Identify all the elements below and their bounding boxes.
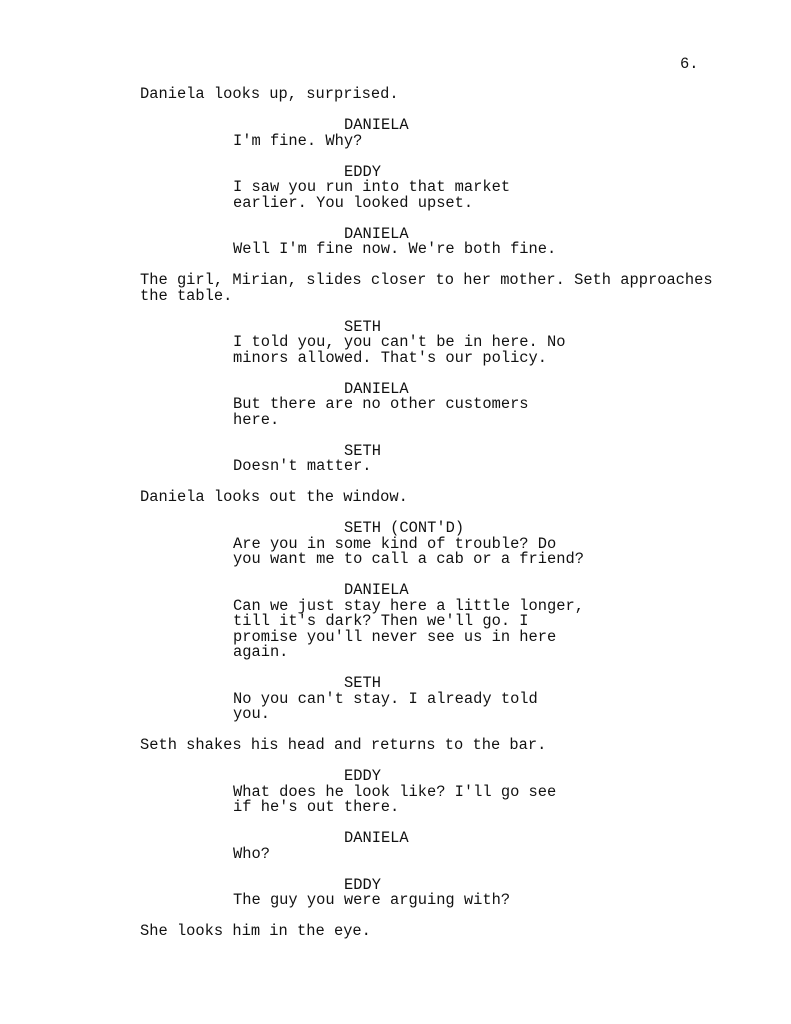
- action-line: Daniela looks out the window.: [140, 488, 408, 506]
- page-number: 6.: [680, 55, 699, 73]
- dialogue-text: Who?: [233, 844, 270, 863]
- character-cue: SETH: [344, 441, 381, 460]
- dialogue-text: Are you in some kind of trouble? Do you want me to call a cab or a friend?: [233, 534, 584, 568]
- character-cue: EDDY: [344, 767, 381, 785]
- dialogue-text: The guy you were arguing with?: [233, 891, 511, 909]
- action-line: Seth shakes his head and returns to the bar.: [140, 736, 547, 754]
- dialogue-text: I saw you run into that market earlier. You looked upset.: [233, 178, 511, 212]
- action-line: The girl, Mirian, slides closer to her mother. Seth approaches the table.: [140, 271, 713, 305]
- screenplay-body: [0, 87, 791, 940]
- character-cue: DANIELA: [344, 829, 409, 847]
- action-line: She looks him in the eye.: [140, 922, 371, 940]
- dialogue-text: Doesn't matter.: [233, 457, 372, 475]
- character-cue: DANIELA: [344, 116, 409, 134]
- dialogue-text: Can we just stay here a little longer, till it's dark? Then we'll go. I promise you'll never see us in here again.: [233, 596, 584, 661]
- character-cue: EDDY: [344, 875, 381, 894]
- dialogue-text: I'm fine. Why?: [233, 131, 363, 150]
- dialogue-text: I told you, you can't be in here. No minors allowed. That's our policy.: [233, 333, 566, 367]
- dialogue-text: But there are no other customers here.: [233, 395, 529, 429]
- character-cue: SETH: [344, 317, 381, 336]
- character-cue: DANIELA: [344, 224, 409, 243]
- dialogue-text: What does he look like? I'll go see if he's out there.: [233, 782, 557, 816]
- character-cue: SETH: [344, 674, 381, 692]
- character-cue: DANIELA: [344, 581, 409, 599]
- dialogue-text: Well I'm fine now. We're both fine.: [233, 240, 557, 258]
- character-cue: SETH (CONT'D): [344, 519, 465, 537]
- action-line: Daniela looks up, surprised.: [140, 85, 399, 103]
- character-cue: DANIELA: [344, 379, 409, 398]
- dialogue-text: No you can't stay. I already told you.: [233, 689, 538, 723]
- character-cue: EDDY: [344, 162, 381, 181]
